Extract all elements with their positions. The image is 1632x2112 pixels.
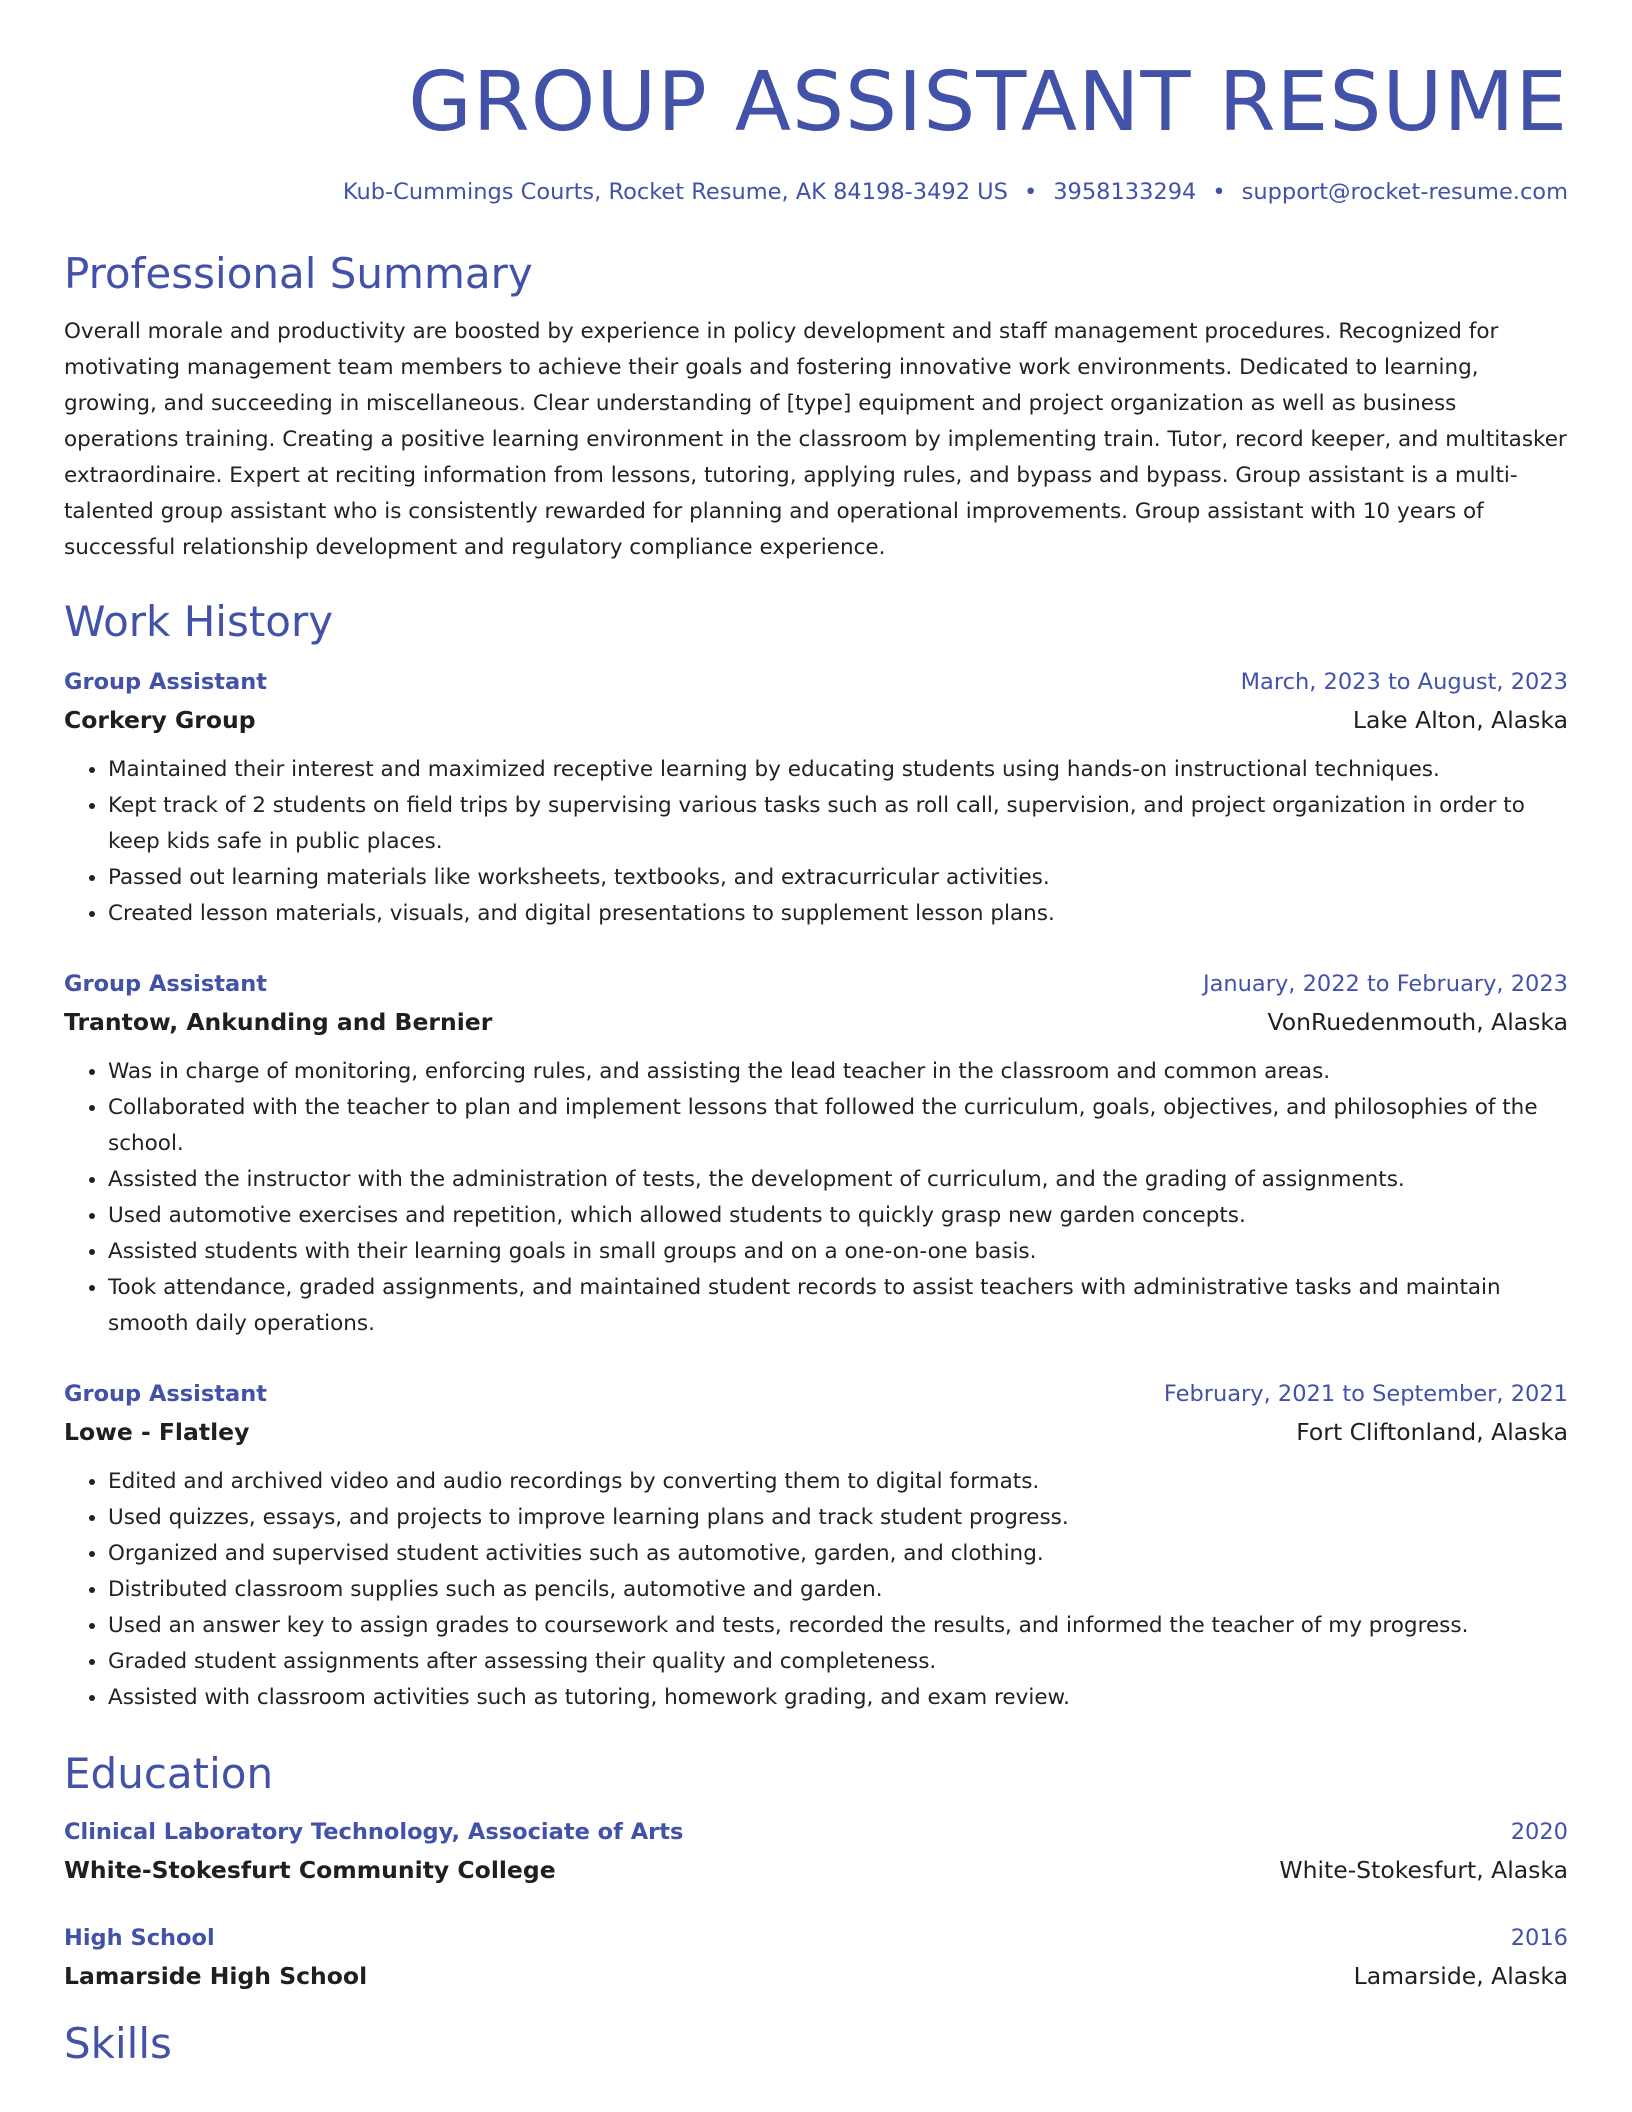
job-dates: February, 2021 to September, 2021 xyxy=(1163,1381,1568,1407)
education-entry xyxy=(64,1814,1568,1888)
education-heading: Education xyxy=(64,1749,274,1798)
summary-heading: Professional Summary xyxy=(64,249,533,298)
contact-address: Kub-Cummings Courts, Rocket Resume, AK 84198-3492 US xyxy=(342,179,1008,205)
job-dates: January, 2022 to February, 2023 xyxy=(1202,971,1568,997)
job-entry xyxy=(64,1376,1568,1716)
contact-separator: • xyxy=(1212,179,1226,205)
education-degree: High School xyxy=(64,1925,215,1951)
job-bullet: • Edited and archived video and audio recordings by converting them to digital formats. xyxy=(108,1464,1568,1500)
education-school: Lamarside High School xyxy=(64,1962,368,1990)
job-bullet: • Created lesson materials, visuals, and digital presentations to supplement lesson plans. xyxy=(108,896,1568,932)
education-degree: Clinical Laboratory Technology, Associate of Arts xyxy=(64,1819,684,1845)
job-role: Group Assistant xyxy=(64,669,267,695)
job-bullets xyxy=(64,1464,1568,1716)
job-bullet: • Organized and supervised student activities such as automotive, garden, and clothing. xyxy=(108,1536,1568,1572)
job-bullet: • Kept track of 2 students on field trips by supervising various tasks such as roll call, supervision, and project organization in order to keep kids safe in public places. xyxy=(108,788,1568,860)
work-history-heading: Work History xyxy=(64,597,334,646)
resume-page xyxy=(64,0,1568,2072)
job-bullet: • Took attendance, graded assignments, and maintained student records to assist teachers with administrative tasks and maintain smooth daily operations. xyxy=(108,1270,1568,1342)
job-bullet: • Used automotive exercises and repetition, which allowed students to quickly grasp new garden concepts. xyxy=(108,1198,1568,1234)
job-bullet: • Assisted with classroom activities such as tutoring, homework grading, and exam review. xyxy=(108,1680,1568,1716)
contact-email: support@rocket-resume.com xyxy=(1241,179,1568,205)
education-school: White-Stokesfurt Community College xyxy=(64,1856,556,1884)
job-dates: March, 2023 to August, 2023 xyxy=(1240,669,1568,695)
job-bullet: • Was in charge of monitoring, enforcing rules, and assisting the lead teacher in the classroom and common areas. xyxy=(108,1054,1568,1090)
education-location: Lamarside, Alaska xyxy=(1353,1962,1568,1990)
contact-phone: 3958133294 xyxy=(1053,179,1197,205)
job-bullet: • Used an answer key to assign grades to coursework and tests, recorded the results, and informed the teacher of my progress. xyxy=(108,1608,1568,1644)
job-entry xyxy=(64,966,1568,1342)
contact-line xyxy=(64,176,1568,208)
job-bullet: • Maintained their interest and maximized receptive learning by educating students using hands-on instructional techniques. xyxy=(108,752,1568,788)
job-company: Lowe - Flatley xyxy=(64,1418,250,1446)
education-entry xyxy=(64,1920,1568,1994)
job-bullet: • Collaborated with the teacher to plan and implement lessons that followed the curriculum, goals, objectives, and philosophies of the school. xyxy=(108,1090,1568,1162)
job-bullet: • Used quizzes, essays, and projects to improve learning plans and track student progress. xyxy=(108,1500,1568,1536)
job-role: Group Assistant xyxy=(64,971,267,997)
job-bullet: • Distributed classroom supplies such as pencils, automotive and garden. xyxy=(108,1572,1568,1608)
job-bullet: • Assisted students with their learning goals in small groups and on a one-on-one basis. xyxy=(108,1234,1568,1270)
job-location: Fort Cliftonland, Alaska xyxy=(1296,1418,1568,1446)
job-bullets xyxy=(64,752,1568,932)
job-role: Group Assistant xyxy=(64,1381,267,1407)
job-company: Corkery Group xyxy=(64,706,256,734)
job-entry xyxy=(64,664,1568,932)
education-location: White-Stokesfurt, Alaska xyxy=(1279,1856,1568,1884)
job-company: Trantow, Ankunding and Bernier xyxy=(64,1008,493,1036)
job-bullets xyxy=(64,1054,1568,1342)
job-bullet: • Assisted the instructor with the administration of tests, the development of curriculum, and the grading of assignments. xyxy=(108,1162,1568,1198)
resume-title: GROUP ASSISTANT RESUME xyxy=(408,55,1568,150)
skills-heading: Skills xyxy=(64,2019,172,2068)
contact-separator: • xyxy=(1023,179,1038,205)
job-location: VonRuedenmouth, Alaska xyxy=(1267,1008,1568,1036)
job-bullet: • Graded student assignments after assessing their quality and completeness. xyxy=(108,1644,1568,1680)
summary-text: Overall morale and productivity are boosted by experience in policy development and staff management procedures. Recognized for motivating management team members to achieve their goals and fostering innovative work environments. Dedicated to learning, growing, and succeeding in miscellaneous. Clear understanding of [type] equipment and project organization as well as business operations training. Creating a positive learning environment in the classroom by implementing train. Tutor, record keeper, and multitasker extraordinaire. Expert at reciting information from lessons, tutoring, applying rules, and bypass and bypass. Group assistant is a multi-talented group assistant who is consistently rewarded for planning and operational improvements. Group assistant with 10 years of successful relationship development and regulatory compliance experience. xyxy=(64,319,1567,560)
education-year: 2020 xyxy=(1510,1819,1568,1845)
education-year: 2016 xyxy=(1510,1925,1568,1951)
job-location: Lake Alton, Alaska xyxy=(1352,706,1568,734)
job-bullet: • Passed out learning materials like worksheets, textbooks, and extracurricular activities. xyxy=(108,860,1568,896)
